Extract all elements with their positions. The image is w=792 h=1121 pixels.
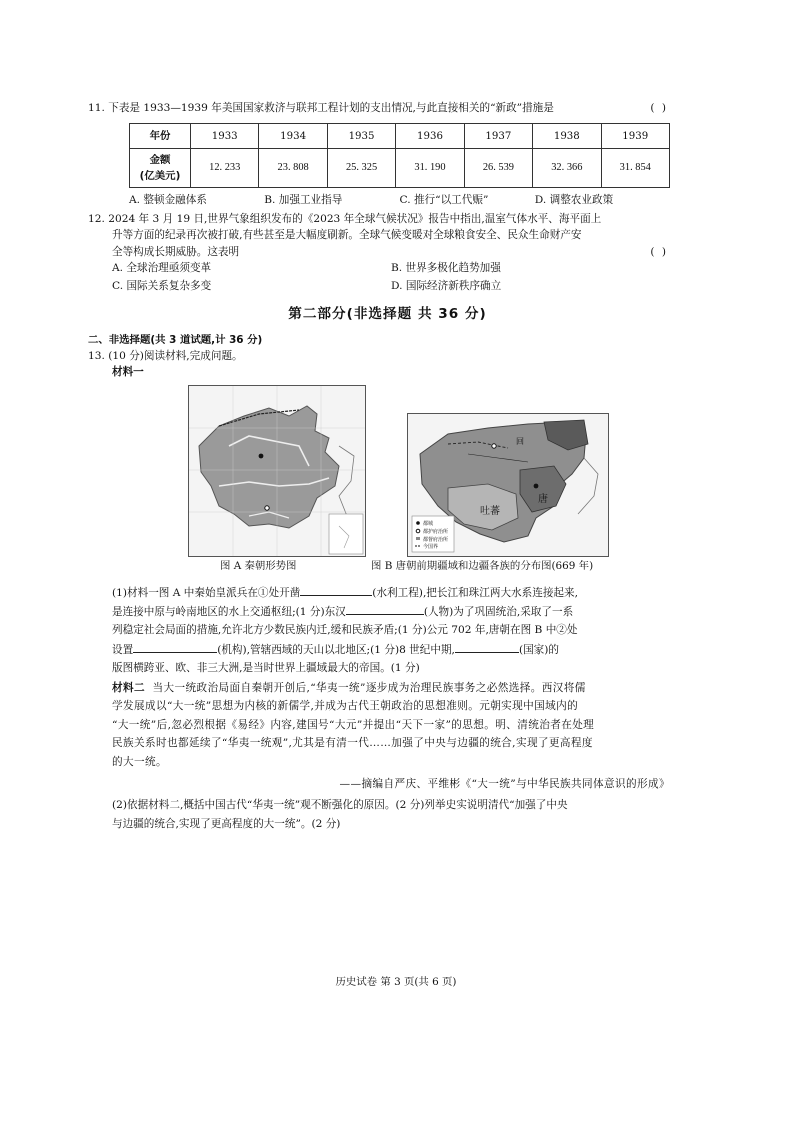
q13-sub1-line4 xyxy=(112,640,670,659)
q11-option-a[interactable]: A. 整顿金融体系 xyxy=(129,194,207,207)
q11-year-cell: 1939 xyxy=(601,124,669,149)
map-b-capital-marker xyxy=(534,483,539,488)
map-b-site-2-marker xyxy=(492,444,496,448)
q11-year-cell: 1933 xyxy=(191,124,259,149)
q13-sub1-text1b: (水利工程),把长江和珠江两大水系连接起来, xyxy=(372,586,578,599)
map-b-legend-capital-icon xyxy=(416,521,420,525)
q11-amount-cell: 23. 808 xyxy=(259,149,327,188)
map-b-caption: 图 B 唐朝前期疆域和边疆各族的分布图(669 年) xyxy=(371,559,594,572)
q13-sub1-text4c: (国家)的 xyxy=(518,643,559,656)
q13-sub1-line1 xyxy=(112,583,670,602)
q11-amount-header xyxy=(130,149,191,188)
q12-number: 12. xyxy=(88,212,105,225)
q12-option-d[interactable]: D. 国际经济新秩序确立 xyxy=(391,280,502,293)
q13-material2-line3: “大一统”后,忽必烈根据《易经》内容,建国号“大元”并提出“天下一家”的思想。明、清统治者在处理 xyxy=(112,718,595,731)
q11-year-header: 年份 xyxy=(130,124,191,149)
q11-option-c[interactable]: C. 推行“以工代赈” xyxy=(399,194,489,207)
q13-header: 13. (10 分)阅读材料,完成问题。 xyxy=(88,350,243,363)
q13-sub1-line5: 版图横跨亚、欧、非三大洲,是当时世界上疆域最大的帝国。(1 分) xyxy=(112,661,420,674)
q11-table-year-row xyxy=(130,124,670,149)
q13-sub1-text4b: (机构),管辖西域的天山以北地区;(1 分)8 世纪中期, xyxy=(217,643,455,656)
q12-stem-text1: 2024 年 3 月 19 日,世界气象组织发布的《2023 年全球气候状况》报告中指出,温室气体水平、海平面上 xyxy=(108,212,602,225)
answer-blank-person[interactable] xyxy=(346,602,424,615)
q13-sub1-text4a: 设置 xyxy=(112,643,134,656)
map-a-capital-marker xyxy=(259,453,264,458)
q11-year-cell: 1934 xyxy=(259,124,327,149)
q12-options xyxy=(105,260,670,295)
map-b-legend-text-1: 都城 xyxy=(423,520,434,527)
q11-options xyxy=(105,192,670,208)
q12-stem-text3: 全等构成长期威胁。这表明 xyxy=(112,245,240,258)
q11-option-d[interactable]: D. 调整农业政策 xyxy=(534,194,614,207)
map-b-hui-label: 回 xyxy=(516,436,524,446)
q13-sub2-line2: 与边疆的统合,实现了更高程度的大一统”。(2 分) xyxy=(112,817,341,830)
q11-amount-cell: 12. 233 xyxy=(191,149,259,188)
q11-amount-cell: 31. 190 xyxy=(396,149,464,188)
q11-option-b[interactable]: B. 加强工业指导 xyxy=(264,194,343,207)
q13-material2 xyxy=(105,679,670,794)
q13-material2-line1 xyxy=(112,679,670,697)
q13-sub1-text2b: (人物)为了巩固统治,采取了一系 xyxy=(423,606,574,619)
exam-page xyxy=(88,100,670,833)
q11-year-cell: 1936 xyxy=(396,124,464,149)
q11-year-cell: 1937 xyxy=(464,124,532,149)
q11-amount-cell: 31. 854 xyxy=(601,149,669,188)
q13-sub1-line2 xyxy=(112,602,670,621)
q13-sub2 xyxy=(105,796,670,832)
q13-material2-line5: 的大一统。 xyxy=(112,755,167,768)
answer-blank-institution[interactable] xyxy=(133,640,217,653)
q13-sub1-line3: 列稳定社会局面的措施,允许北方少数民族内迁,缓和民族矛盾;(1 分)公元 702 年,唐朝在图 B 中②处 xyxy=(112,624,578,637)
q13-material2-line4: 民族关系时也都延续了“华夷一统观”,尤其是有清一代……加强了中央与边疆的统合,实现了更高程度 xyxy=(112,737,593,750)
map-a-site-1-marker xyxy=(265,506,269,510)
q11-stem-line xyxy=(88,100,670,116)
answer-blank-country[interactable] xyxy=(455,640,519,653)
map-a-qin-image xyxy=(188,385,366,557)
q11-table-amount-row xyxy=(130,149,670,188)
q13-material2-source: ——摘编自严庆、平维彬《“大一统”与中华民族共同体意识的形成》 xyxy=(339,778,670,791)
q11-amount-header-line2: (亿美元) xyxy=(139,170,181,183)
q12-stem-line2: 升等方面的纪录再次被打破,有些甚至是大幅度刷新。全球气候变暖对全球粮食安全、民众生命财产安 xyxy=(112,229,582,242)
q13-material2-text1: 当大一统政治局面自秦朝开创后,“华夷一统”逐步成为治理民族事务之必然选择。西汉将儒 xyxy=(152,681,586,694)
q13-material1-label: 材料一 xyxy=(112,366,144,379)
map-b-tang-label: 唐 xyxy=(538,493,548,505)
q13-maps xyxy=(105,385,670,580)
part2-section-title: 二、非选择题(共 3 道试题,计 36 分) xyxy=(88,333,263,346)
q11-year-cell: 1935 xyxy=(327,124,395,149)
q11-number: 11. xyxy=(88,102,105,114)
q11-table xyxy=(129,123,670,188)
map-b-legend-text-3: 都督府治所 xyxy=(423,536,449,543)
map-b-legend-dudufu-icon xyxy=(416,537,420,540)
q11-answer-paren[interactable]: ( ) xyxy=(650,102,668,114)
q12-option-b[interactable]: B. 世界多极化趋势加强 xyxy=(391,262,501,275)
answer-blank-water-project[interactable] xyxy=(300,583,372,596)
part2-title: 第二部分(非选择题 共 36 分) xyxy=(288,305,487,322)
q12-stem-line1 xyxy=(88,211,670,227)
q12-option-a[interactable]: A. 全球治理亟须变革 xyxy=(112,262,212,275)
q11-amount-cell: 25. 325 xyxy=(327,149,395,188)
q13-sub2-line1: (2)依据材料二,概括中国古代“华夷一统”观不断强化的原因。(2 分)列举史实说明清代“加强了中央 xyxy=(112,799,568,812)
map-b-tubo-label: 吐蕃 xyxy=(480,505,500,517)
q11-stem: 下表是 1933—1939 年美国国家救济与联邦工程计划的支出情况,与此直接相关的“新政”措施是 xyxy=(108,102,554,114)
map-a-inset xyxy=(329,514,363,554)
map-b-legend-text-2: 都护府治所 xyxy=(423,528,449,535)
q13-sub1-text1a: (1)材料一图 A 中秦始皇派兵在①处开凿 xyxy=(112,586,301,599)
q13-material2-line2: 学发展成以“大一统”思想为内核的新儒学,并成为古代王朝政治的思想准则。元朝实现中国域内的 xyxy=(112,700,579,713)
q13-sub1-text2a: 是连接中原与岭南地区的水上交通枢纽;(1 分)东汉 xyxy=(112,606,346,619)
q13-material2-label: 材料二 xyxy=(112,681,145,694)
q12-answer-paren[interactable]: ( ) xyxy=(650,245,668,258)
q11-amount-cell: 32. 366 xyxy=(533,149,601,188)
page-footer: 历史试卷 第 3 页(共 6 页) xyxy=(335,976,457,988)
q13-sub1 xyxy=(105,583,670,677)
map-b-legend-text-4: 今国界 xyxy=(423,543,439,550)
q12-stem-line3 xyxy=(105,244,670,260)
q11-amount-cell: 26. 539 xyxy=(464,149,532,188)
map-a-caption: 图 A 秦朝形势图 xyxy=(220,559,297,572)
q11-year-cell: 1938 xyxy=(533,124,601,149)
map-b-legend-duhufu-icon xyxy=(416,529,420,533)
map-b-tang-image xyxy=(407,413,609,557)
q11-amount-header-line1: 金额 xyxy=(149,154,171,167)
q12-option-c[interactable]: C. 国际关系复杂多变 xyxy=(112,280,212,293)
